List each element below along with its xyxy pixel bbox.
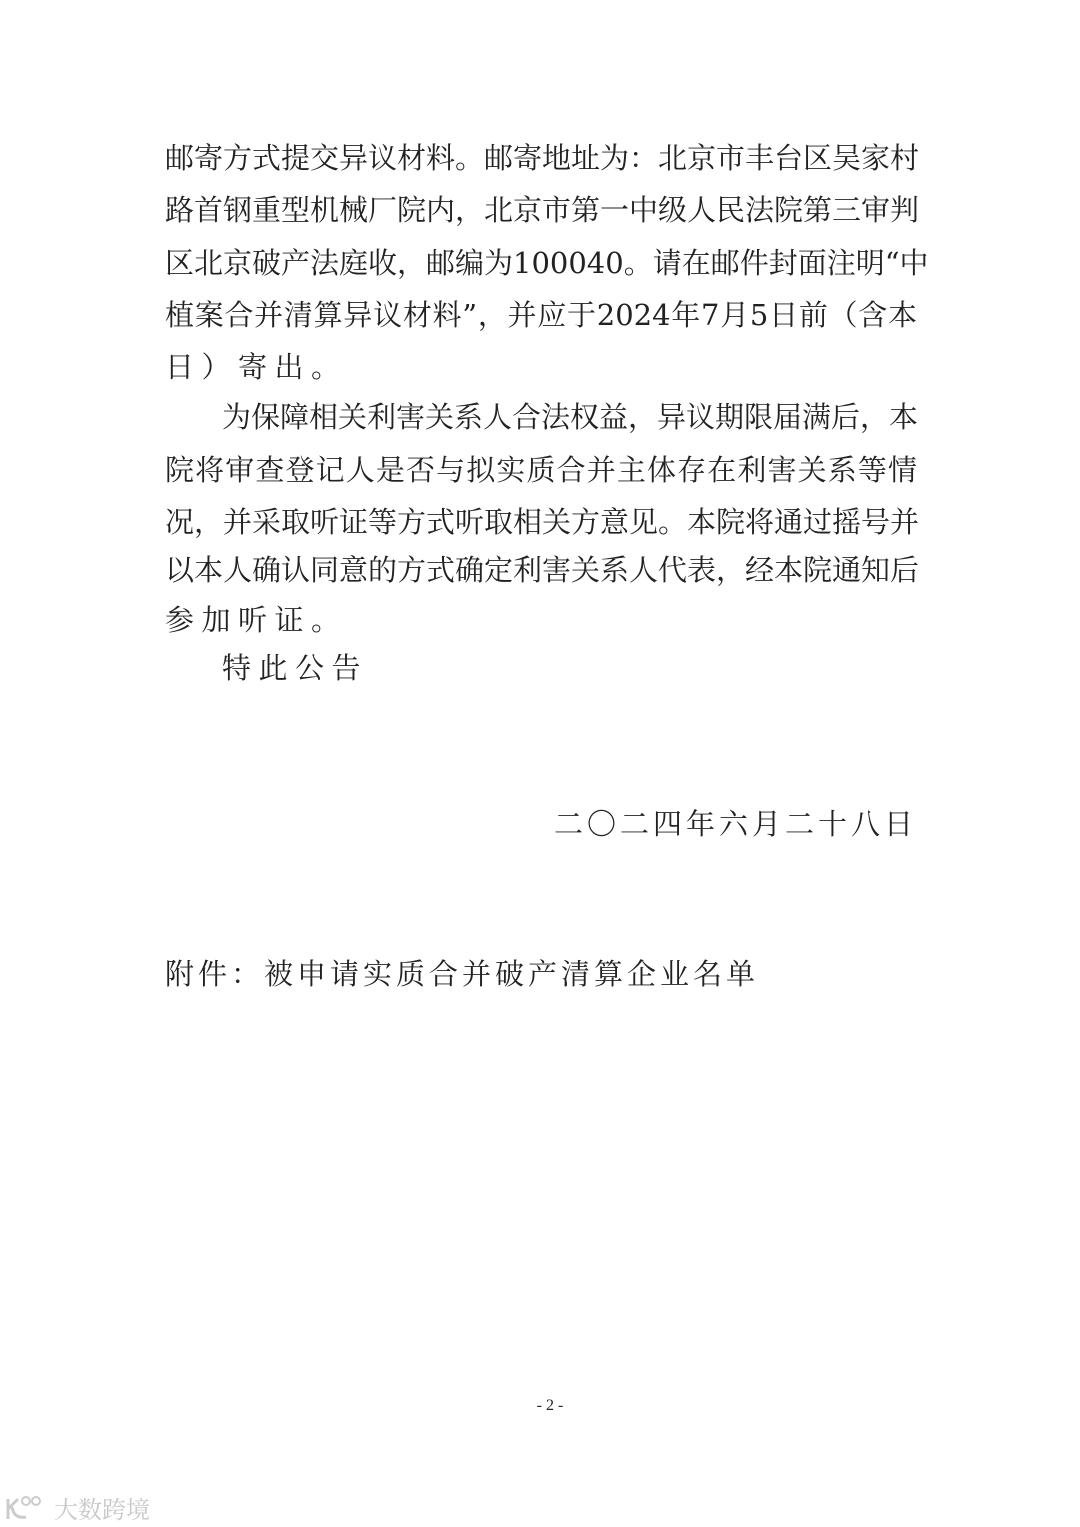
text-line: 以本人确认同意的方式确定利害关系人代表，经本院通知后 — [165, 553, 920, 587]
text-line: 植案合并清算异议材料”，并应于2024年7月5日前（含本 — [165, 298, 917, 332]
watermark-logo-icon — [4, 1493, 50, 1523]
page-number: - 2 - — [536, 1397, 564, 1414]
watermark-text: 大数跨境 — [54, 1496, 150, 1524]
text-line: 路首钢重型机械厂院内，北京市第一中级人民法院第三审判 — [165, 193, 920, 227]
text-line: 院将审查登记人是否与拟实质合并主体存在利害关系等情 — [165, 453, 917, 487]
text-line: 区北京破产法庭收，邮编为100040。请在邮件封面注明“中 — [165, 246, 929, 280]
attachment-note: 附件：被申请实质合并破产清算企业名单 — [165, 957, 760, 991]
text-line: 邮寄方式提交异议材料。邮寄地址为：北京市丰台区吴家村 — [165, 141, 920, 175]
text-line: 日）寄出。 — [165, 350, 348, 384]
watermark — [4, 1490, 150, 1525]
document-date: 二〇二四年六月二十八日 — [553, 807, 917, 841]
closing-text: 特此公告 — [222, 651, 369, 685]
text-line: 参加听证。 — [165, 603, 348, 637]
text-line: 为保障相关利害关系人合法权益，异议期限届满后，本 — [222, 400, 919, 434]
text-line: 况，并采取听证等方式听取相关方意见。本院将通过摇号并 — [165, 505, 920, 539]
